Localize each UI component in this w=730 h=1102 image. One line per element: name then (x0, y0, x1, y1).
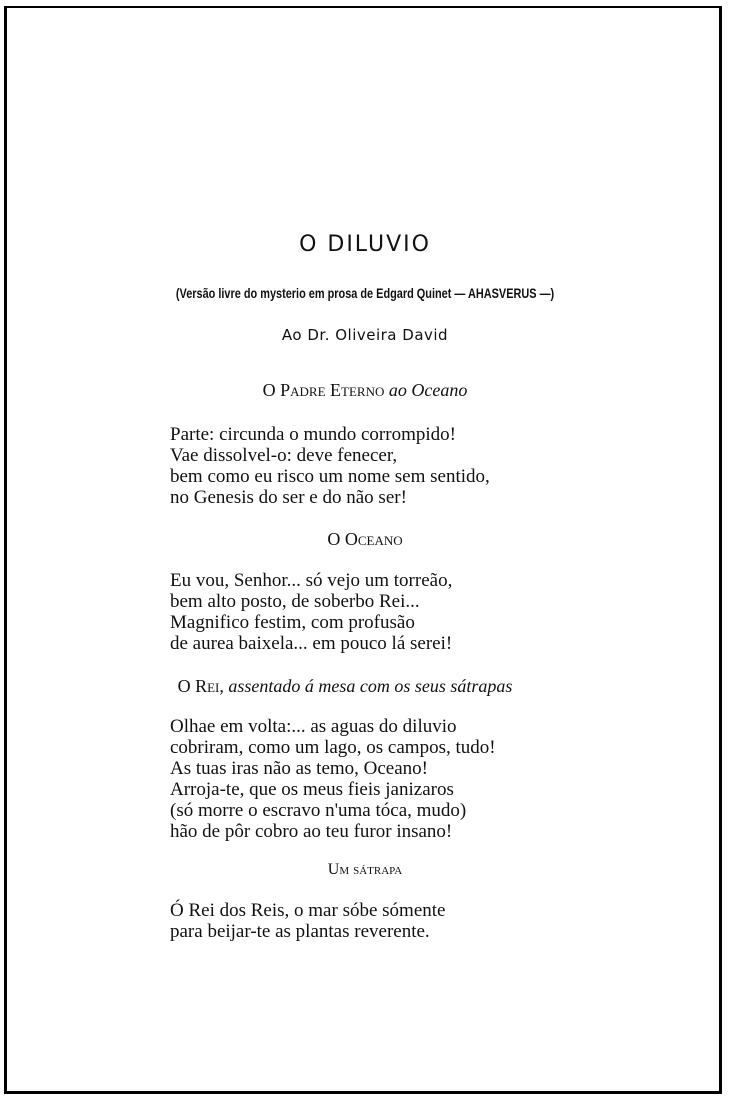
verse-line: para beijar-te as plantas reverente. (170, 921, 430, 942)
speaker-name: Um sátrapa (327, 861, 403, 878)
verse-line: Parte: circunda o mundo corrompido! (170, 424, 456, 445)
stanza-3 (170, 716, 496, 842)
stage-direction: assentado á mesa com os seus sátrapas (228, 676, 513, 696)
verse-line: bem como eu risco um nome sem sentido, (170, 466, 490, 487)
speaker-name: O Padre Eterno (262, 380, 385, 400)
speaker-name: O Rei, (177, 676, 224, 696)
verse-line: Magnifico festim, com profusão (170, 612, 415, 633)
dedication: Ao Dr. Oliveira David (281, 326, 449, 344)
stanza-2 (170, 570, 452, 654)
speaker-name: O Oceano (327, 529, 403, 549)
verse-line: bem alto posto, de soberbo Rei... (170, 591, 420, 612)
verse-line: As tuas iras não as temo, Oceano! (170, 758, 429, 779)
speaker-heading-rei (0, 676, 690, 697)
speaker-heading-satrapa (0, 861, 730, 879)
stage-direction: ao Oceano (388, 380, 468, 400)
verse-line: (só morre o escravo n'uma tóca, mudo) (170, 800, 467, 821)
verse-line: Vae dissolvel-o: deve fenecer, (170, 445, 398, 466)
poem-title: O DILUVIO (299, 232, 431, 257)
verse-line: no Genesis do ser e do não ser! (170, 487, 407, 508)
verse-line: Olhae em volta:... as aguas do diluvio (170, 716, 457, 737)
speaker-heading-padre-eterno (0, 380, 730, 401)
verse-line: Ó Rei dos Reis, o mar sóbe sómente (170, 900, 446, 921)
verse-line: de aurea baixela... em pouco lá serei! (170, 633, 453, 654)
verse-line: cobriram, como um lago, os campos, tudo! (170, 737, 496, 758)
poem-subtitle: (Versão livre do mysterio em prosa de Edgard Quinet — AHASVERUS —) (175, 285, 555, 301)
stanza-1 (170, 424, 490, 508)
verse-line: Eu vou, Senhor... só vejo um torreão, (170, 570, 453, 591)
verse-line: Arroja-te, que os meus fieis janizaros (170, 779, 454, 800)
verse-line: hão de pôr cobro ao teu furor insano! (170, 821, 453, 842)
speaker-heading-oceano (0, 529, 730, 550)
stanza-4 (170, 900, 445, 942)
